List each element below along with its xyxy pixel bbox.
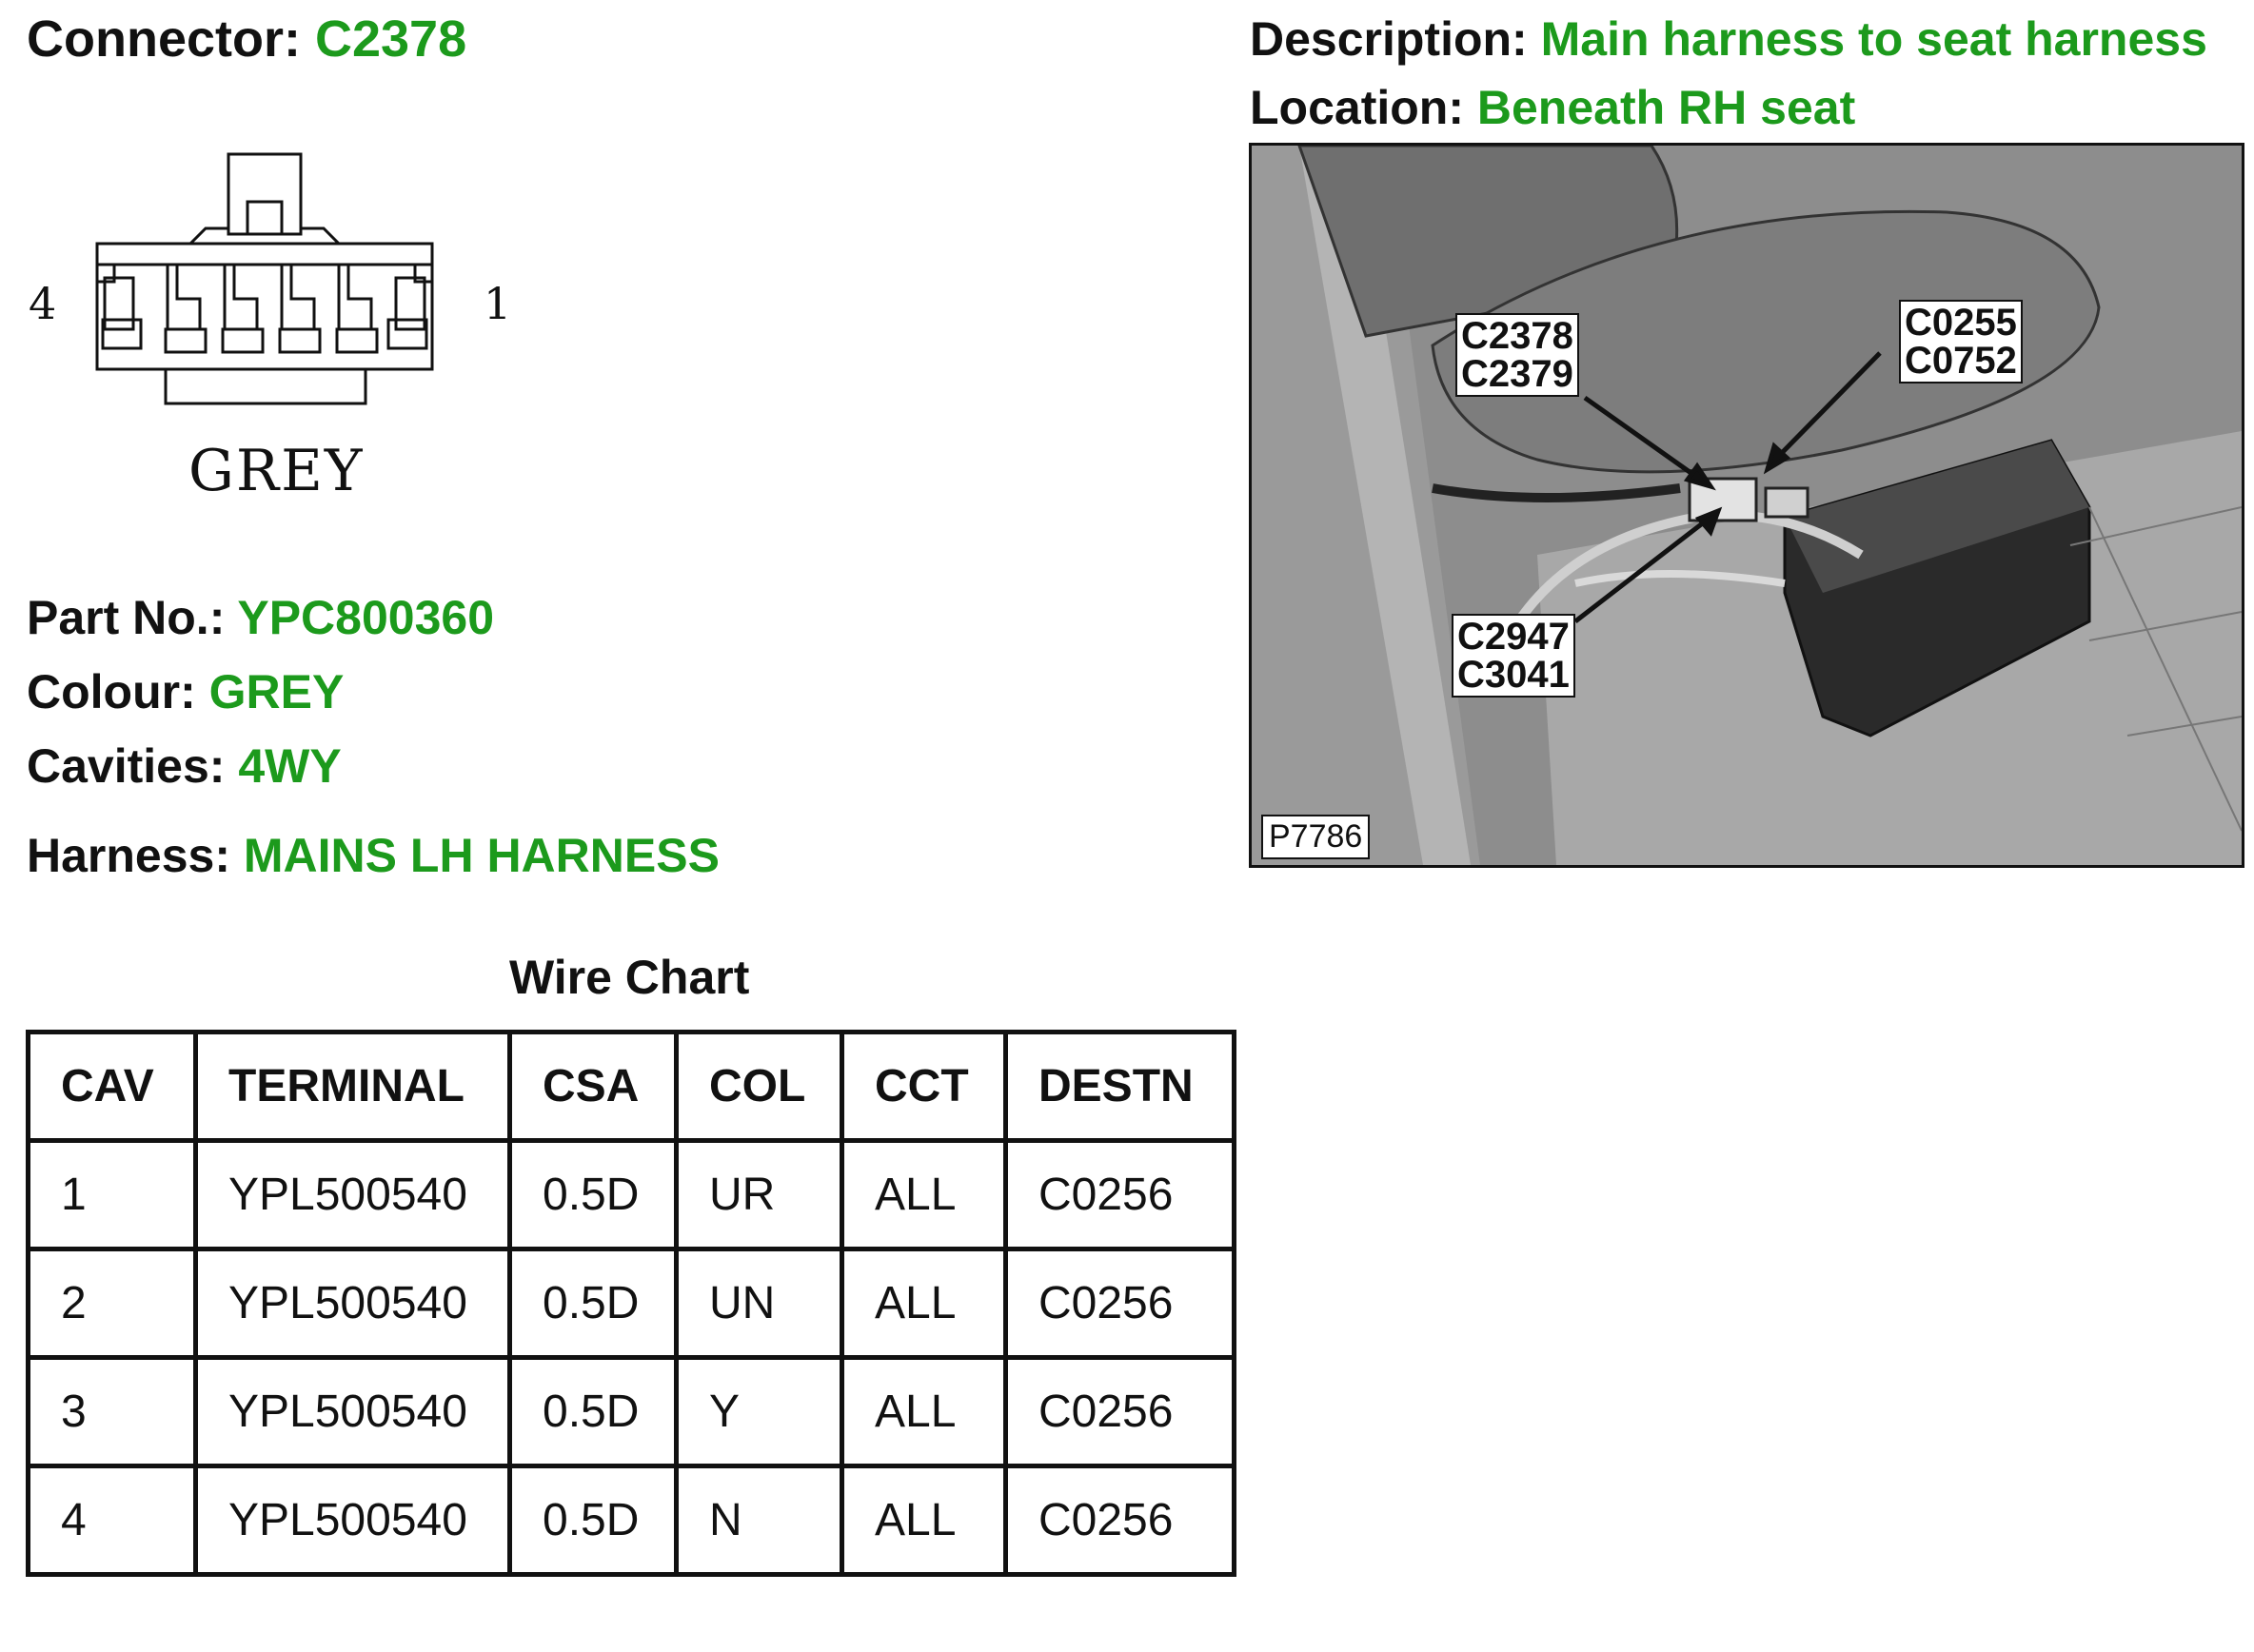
cell-terminal: YPL500540 [196, 1466, 510, 1575]
connector-body [97, 244, 432, 369]
location-value: Beneath RH seat [1476, 81, 1856, 134]
description-value: Main harness to seat harness [1540, 12, 2207, 66]
cell-cct: ALL [842, 1358, 1006, 1466]
callout-line: C0255 [1905, 302, 2017, 344]
cell-terminal: YPL500540 [196, 1358, 510, 1466]
table-row [29, 1141, 1235, 1249]
cavity-4 [166, 265, 206, 352]
cell-col: N [677, 1466, 842, 1575]
cavities-value: 4WY [238, 739, 342, 793]
pin-number-left: 4 [29, 278, 57, 329]
cell-col: UN [677, 1249, 842, 1358]
part-number-value: YPC800360 [237, 591, 495, 644]
connector-face-diagram [86, 143, 447, 419]
header-cav: CAV [29, 1032, 196, 1141]
cell-cav: 4 [29, 1466, 196, 1575]
connector-lip [166, 369, 366, 403]
connector-label: Connector: [27, 10, 301, 68]
harness-label: Harness: [27, 829, 230, 882]
connector-color-label: GREY [188, 438, 365, 504]
header-csa: CSA [510, 1032, 677, 1141]
cell-csa: 0.5D [510, 1358, 677, 1466]
location-photo [1249, 143, 2244, 868]
callout-line: C2379 [1461, 353, 1573, 395]
cavity-3 [223, 265, 263, 352]
cell-cct: ALL [842, 1466, 1006, 1575]
location-line [1250, 81, 1856, 134]
cell-col: Y [677, 1358, 842, 1466]
cell-cct: ALL [842, 1141, 1006, 1249]
header-destn: DESTN [1006, 1032, 1235, 1141]
harness-line [27, 829, 720, 882]
cell-terminal: YPL500540 [196, 1141, 510, 1249]
callout-line: C0752 [1905, 340, 2017, 382]
cavity-2 [280, 265, 320, 352]
wire-chart-title: Wire Chart [509, 951, 750, 1004]
location-label: Location: [1250, 81, 1464, 134]
part-number-label: Part No.: [27, 591, 226, 644]
cell-destn: C0256 [1006, 1358, 1235, 1466]
cavities-label: Cavities: [27, 739, 226, 793]
colour-value: GREY [208, 665, 345, 718]
connector-value: C2378 [315, 10, 467, 68]
header-cct: CCT [842, 1032, 1006, 1141]
cell-csa: 0.5D [510, 1141, 677, 1249]
table-row [29, 1466, 1235, 1575]
callout-line: C2378 [1461, 315, 1573, 357]
cell-cct: ALL [842, 1249, 1006, 1358]
cell-destn: C0256 [1006, 1466, 1235, 1575]
pin-number-right: 1 [484, 278, 512, 329]
callout-c0255 [1899, 300, 2023, 384]
cell-csa: 0.5D [510, 1466, 677, 1575]
connector-latch [228, 154, 301, 234]
harness-value: MAINS LH HARNESS [243, 829, 720, 882]
colour-line [27, 665, 345, 718]
seat-illustration [1252, 146, 2242, 865]
description-line [1250, 12, 2207, 66]
description-label: Description: [1250, 12, 1528, 66]
cavities-line [27, 739, 342, 793]
cell-destn: C0256 [1006, 1141, 1235, 1249]
header-terminal: TERMINAL [196, 1032, 510, 1141]
wire-chart-table [26, 1030, 1236, 1577]
table-row [29, 1249, 1235, 1358]
callout-c2378 [1455, 313, 1579, 397]
cell-csa: 0.5D [510, 1249, 677, 1358]
connector-line [27, 10, 467, 68]
cell-col: UR [677, 1141, 842, 1249]
cell-terminal: YPL500540 [196, 1249, 510, 1358]
table-header-row [29, 1032, 1235, 1141]
table-row [29, 1358, 1235, 1466]
callout-line: C2947 [1457, 616, 1570, 658]
header-col: COL [677, 1032, 842, 1141]
connector-latch-slot [247, 202, 282, 234]
callout-line: C3041 [1457, 654, 1570, 696]
cell-cav: 1 [29, 1141, 196, 1249]
cell-destn: C0256 [1006, 1249, 1235, 1358]
cell-cav: 3 [29, 1358, 196, 1466]
cavity-1 [337, 265, 377, 352]
colour-label: Colour: [27, 665, 196, 718]
photo-reference-id: P7786 [1261, 815, 1370, 859]
callout-c2947 [1452, 614, 1575, 698]
part-number-line [27, 591, 495, 644]
cell-cav: 2 [29, 1249, 196, 1358]
